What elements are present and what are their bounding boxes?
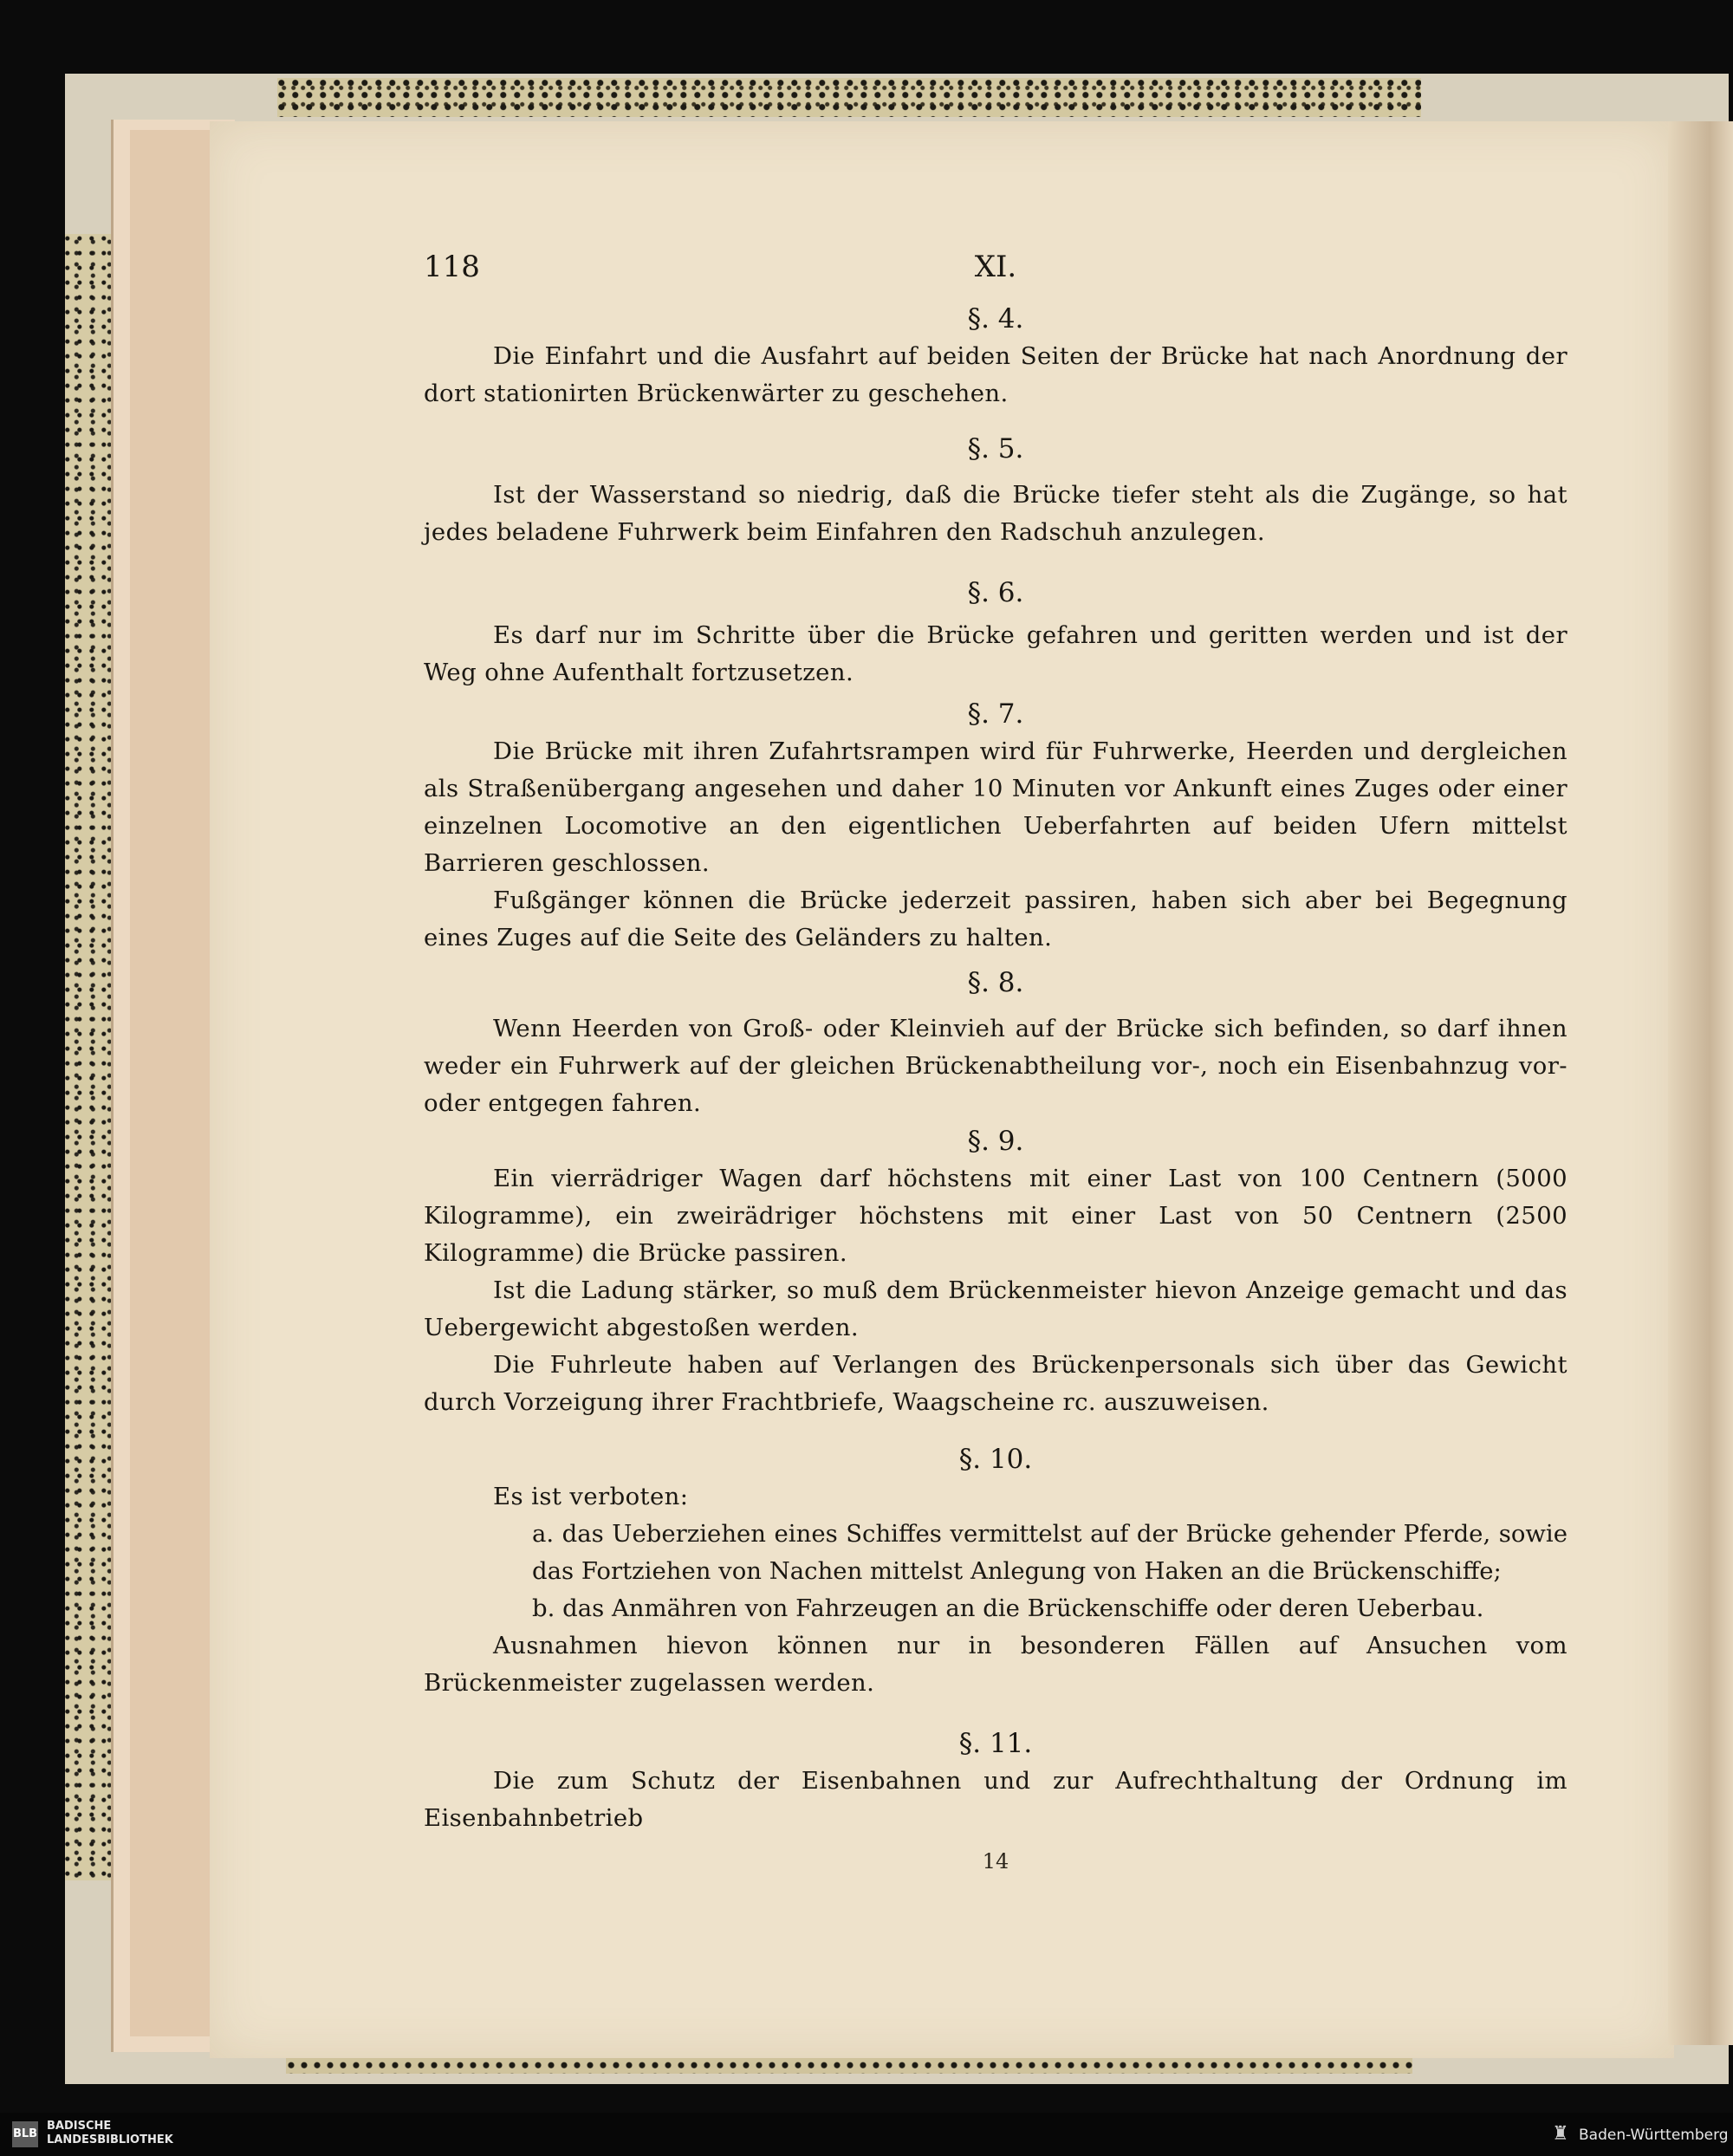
paragraph: Die zum Schutz der Eisenbahnen und zur Aufrechthaltung der Ordnung im Eisenbahnbetrieb [424,1767,1567,1832]
paragraph: Die Einfahrt und die Ausfahrt auf beiden Seiten der Brücke hat nach Anordnung der dort stationirten Brückenwärter zu geschehen. [424,342,1567,407]
paragraph: Es darf nur im Schritte über die Brücke gefahren und geritten werden und ist der Weg ohne Aufenthalt fortzusetzen. [424,621,1567,686]
section-heading: §. 10. [958,1444,1033,1475]
paragraph: Fußgänger können die Brücke jederzeit passiren, haben sich aber bei Begegnung eines Zuges auf die Seite des Geländers zu halten. [424,886,1567,951]
list-item: b. das Anmähren von Fahrzeugen an die Brückenschiffe oder deren Ueberbau. [532,1594,1484,1622]
page-text [424,244,1567,1894]
paragraph: Ist der Wasserstand so niedrig, daß die Brücke tiefer steht als die Zugänge, so hat jedes beladene Fuhrwerk beim Einfahren den Radschuh anzulegen. [424,481,1567,546]
paragraph: Die Fuhrleute haben auf Verlangen des Brückenpersonals sich über das Gewicht durch Vorzeigung ihrer Frachtbriefe, Waagscheine rc. auszuweisen. [424,1351,1567,1416]
section-heading: §. 11. [958,1728,1033,1759]
coat-of-arms-icon: ♜ [1552,2123,1569,2145]
paragraph: Es ist verboten: [493,1483,689,1510]
section-heading: §. 7. [967,698,1024,730]
printer-signature: 14 [982,1849,1009,1874]
paragraph: Ausnahmen hievon können nur in besonderen Fällen auf Ansuchen vom Brückenmeister zugelassen werden. [424,1632,1567,1697]
library-name [47,2120,173,2147]
page-header [424,244,1567,288]
marbled-cover-left [65,234,113,1880]
section-heading: §. 5. [967,433,1024,464]
list-item: a. das Ueberziehen eines Schiffes vermittelst auf der Brücke gehender Pferde, sowie das Fortziehen von Nachen mittelst Anlegung von Haken an die Brückenschiffe; [532,1520,1567,1585]
book-gutter [1668,121,1733,2045]
paragraph: Ein vierrädriger Wagen darf höchstens mit einer Last von 100 Centnern (5000 Kilogramme), ein zweirädriger höchstens mit einer Last von 50 Centnern (2500 Kilogramme) die Brücke passiren. [424,1165,1567,1267]
paragraph: Die Brücke mit ihren Zufahrtsrampen wird für Fuhrwerke, Heerden und dergleichen als Straßenübergang angesehen und daher 10 Minuten vor Ankunft eines Zuges oder einer einzelnen Locomotive an den eigentlichen Ueberfahrten auf beiden Ufern mittelst Barrieren geschlossen. [424,737,1567,877]
state-name: Baden-Württemberg [1579,2127,1729,2144]
library-name-line2: LANDESBIBLIOTHEK [47,2133,173,2146]
section-heading: §. 4. [967,303,1024,334]
paragraph: Ist die Ladung stärker, so muß dem Brückenmeister hievon Anzeige gemacht und das Uebergewicht abgestoßen werden. [424,1276,1567,1341]
section-heading: §. 8. [967,967,1024,998]
page-number: 118 [424,250,480,284]
section-heading: §. 6. [967,577,1024,608]
section-heading: §. 9. [967,1126,1024,1157]
marbled-cover-top [277,78,1421,117]
blb-logo: BLB [12,2121,38,2147]
viewer-footer-bar [0,2113,1733,2156]
running-head: XI. [974,250,1017,284]
paragraph: Wenn Heerden von Groß- oder Kleinvieh auf der Brücke sich befinden, so darf ihnen weder ein Fuhrwerk auf der gleichen Brückenabtheilung vor-, noch ein Eisenbahnzug vor- oder entgegen fahren. [424,1015,1567,1117]
library-name-line1: BADISCHE [47,2120,112,2133]
